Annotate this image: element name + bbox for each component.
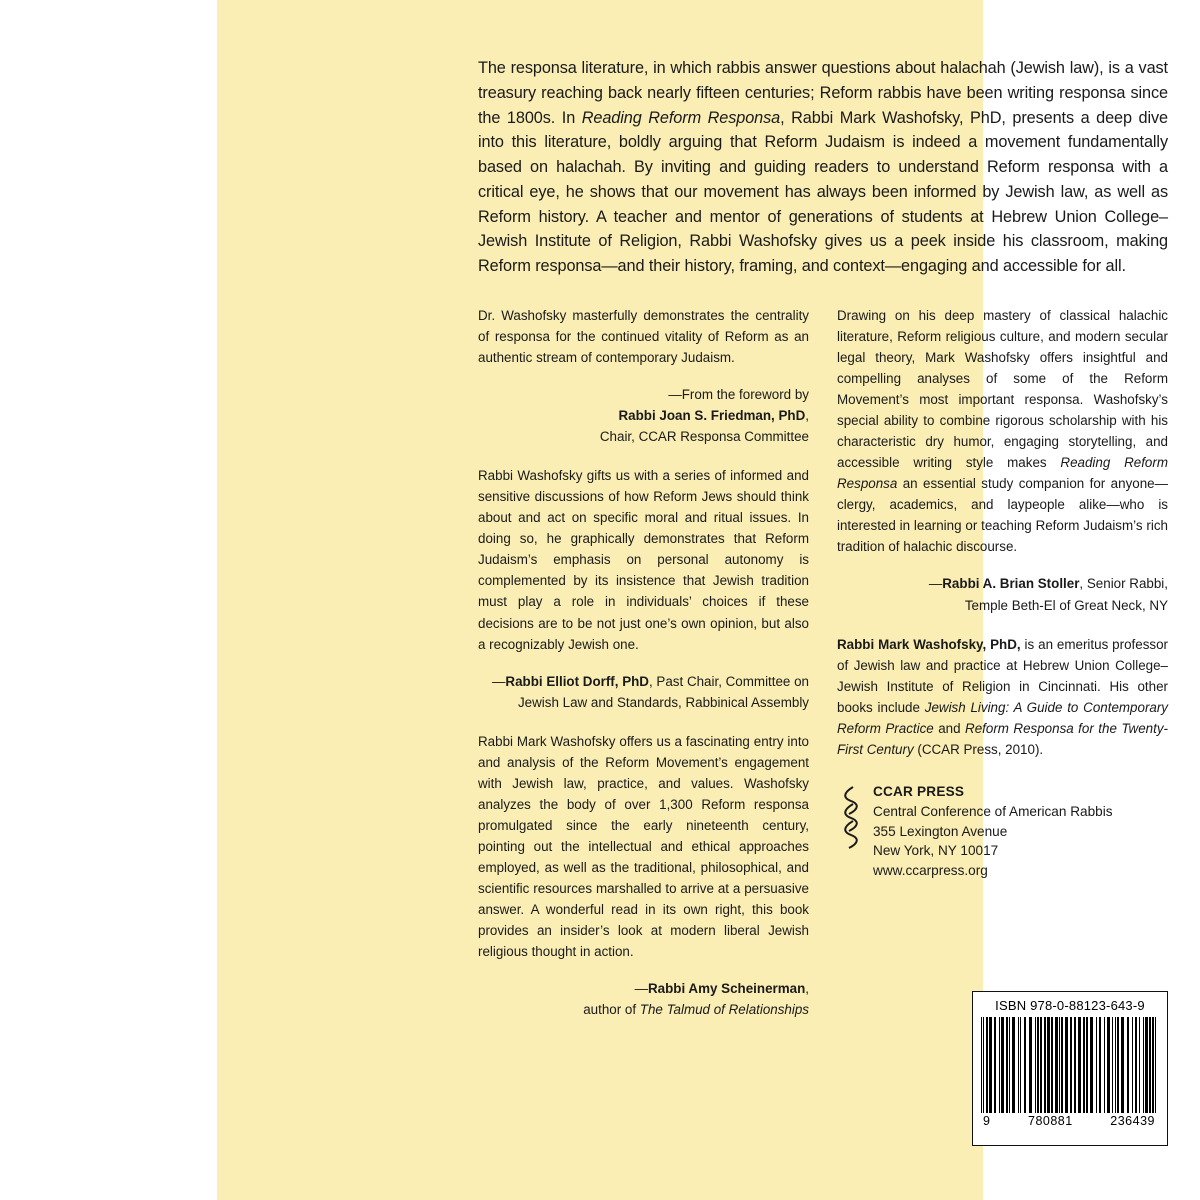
right-column [837, 305, 1168, 881]
attribution-scheinerman: —Rabbi Amy Scheinerman, author of The Talmud of Relationships [583, 981, 809, 1018]
book-description: The responsa literature, in which rabbis answer questions about halachah (Jewish law), is a vast treasury reaching back nearly fifteen centuries; Reform rabbis have been writing responsa since the 1800s. In Reading Reform Responsa, Rabbi Mark Washofsky, PhD, presents a deep dive into this literature, boldly arguing that Reform Judaism is indeed a movement fundamentally based on halachah. By inviting and guiding readers to understand Reform responsa with a critical eye, he shows that our movement has always been informed by Jewish law, as well as Reform history. A teacher and mentor of generations of students at Hebrew Union College–Jewish Institute of Religion, Rabbi Washofsky gives us a peek inside his classroom, making Reform responsa—and their history, framing, and context—engaging and accessible for all. [478, 59, 1168, 276]
barcode-bars [981, 1017, 1159, 1113]
publisher-text [873, 782, 1113, 881]
blurb-scheinerman: Rabbi Mark Washofsky offers us a fascinating entry into and analysis of the Reform Movement’s engagement with Jewish law, practice, and values. Washofsky analyzes the body of over 1,300 Reform responsa promulgated since the early nineteenth century, pointing out the intellectual and ethical approaches employed, as well as the traditional, philosophical, and scientific resources marshalled to arrive at a persuasive answer. A wonderful read in its own right, this book provides an insider’s look at modern liberal Jewish religious thought in action. [478, 733, 809, 960]
publisher-website[interactable]: www.ccarpress.org [873, 863, 988, 879]
cover-content [478, 56, 1168, 1146]
publisher-block [837, 782, 1168, 881]
ean-mid-digits: 780881 [1028, 1114, 1073, 1128]
blurb-dorff: Rabbi Washofsky gifts us with a series of informed and sensitive discussions of how Reform Jews should think about and act on specific moral and ritual issues. In doing so, he graphically demonstrates that Reform Judaism’s emphasis on personal autonomy is complemented by its insistence that Jewish tradition must play a role in individuals’ choices if these decisions are to be not just one’s own opinion, but also a recognizably Jewish one. [478, 468, 809, 652]
publisher-line-2: 355 Lexington Avenue [873, 823, 1008, 839]
publisher-name: CCAR PRESS [873, 783, 965, 799]
isbn-text: ISBN 978-0-88123-643-9 [995, 998, 1145, 1013]
blurb-friedman: Dr. Washofsky masterfully demonstrates the centrality of responsa for the continued vitality of Reform as an authentic stream of contemporary Judaism. [478, 307, 809, 365]
blurb-stoller: Drawing on his deep mastery of classical halachic literature, Reform religious culture, and modern secular legal theory, Mark Washofsky offers insightful and compelling analyses of some of the Reform Movement’s most important responsa. Washofsky’s special ability to combine rigorous scholarship with his characteristic dry humor, engaging storytelling, and accessible writing style makes Reading Reform Responsa an essential study companion for anyone—clergy, academics, and laypeople alike—who is interested in learning or teaching Reform Judaism’s rich tradition of halachic discourse. [837, 307, 1168, 555]
attribution-stoller: —Rabbi A. Brian Stoller, Senior Rabbi, Temple Beth-El of Great Neck, NY [928, 576, 1168, 613]
ccar-press-logo-icon [837, 784, 863, 850]
blurb-columns [478, 305, 1168, 1038]
publisher-line-3: New York, NY 10017 [873, 843, 999, 859]
author-bio: Rabbi Mark Washofsky, PhD, is an emeritus professor of Jewish law and practice at Hebrew Union College–Jewish Institute of Religion in Cincinnati. His other books include Jewish Living: A Guide to Contemporary Reform Practice and Reform Responsa for the Twenty-First Century (CCAR Press, 2010). [837, 636, 1169, 757]
left-column [478, 305, 809, 1038]
attribution-dorff: —Rabbi Elliot Dorff, PhD, Past Chair, Committee on Jewish Law and Standards, Rabbinical Assembly [492, 673, 809, 710]
ean-right-digits: 236439 [1110, 1114, 1155, 1128]
cover-background [217, 0, 1169, 1200]
attribution-friedman: —From the foreword by Rabbi Joan S. Friedman, PhD, Chair, CCAR Responsa Committee [599, 387, 809, 445]
ean-left-digit: 9 [983, 1114, 991, 1128]
publisher-line-1: Central Conference of American Rabbis [873, 803, 1113, 819]
ean-digits [981, 1113, 1159, 1128]
barcode [972, 991, 1168, 1146]
